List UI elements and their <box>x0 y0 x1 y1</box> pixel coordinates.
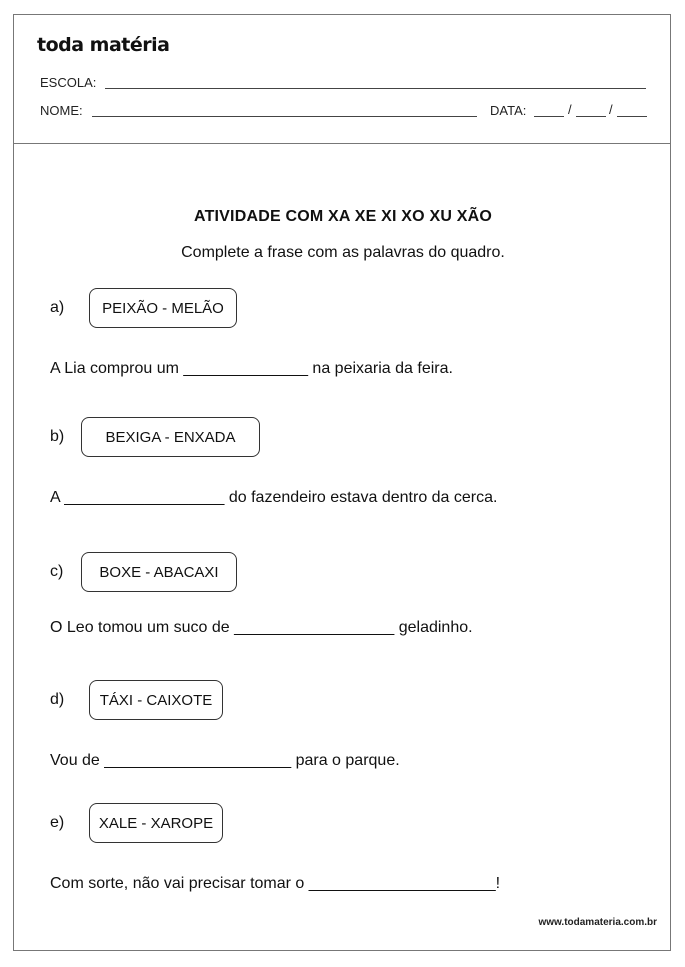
word-box: TÁXI - CAIXOTE <box>89 680 223 720</box>
item-letter: a) <box>50 299 65 316</box>
date-month-line[interactable] <box>576 116 606 117</box>
activity-instruction: Complete a frase com as palavras do quadro. <box>181 244 505 261</box>
word-box: PEIXÃO - MELÃO <box>89 288 237 328</box>
word-box: BEXIGA - ENXADA <box>81 417 260 457</box>
item-letter: d) <box>50 691 65 708</box>
sentence: A Lia comprou um ______________ na peixaria da feira. <box>50 360 453 377</box>
sentence: O Leo tomou um suco de __________________ geladinho. <box>50 619 473 636</box>
toda-materia-logo: toda matéria <box>37 34 170 56</box>
website-url: www.todamateria.com.br <box>538 917 657 928</box>
sentence: Com sorte, não vai precisar tomar o _____________________! <box>50 875 501 892</box>
date-label: DATA: <box>490 103 527 118</box>
date-year-line[interactable] <box>617 116 647 117</box>
word-box: XALE - XAROPE <box>89 803 223 843</box>
sentence: Vou de _____________________ para o parque. <box>50 752 400 769</box>
word-box: BOXE - ABACAXI <box>81 552 237 592</box>
name-label: NOME: <box>40 103 83 118</box>
activity-title: ATIVIDADE COM XA XE XI XO XU XÃO <box>194 208 492 225</box>
name-field-line[interactable] <box>92 116 477 117</box>
school-field-line[interactable] <box>105 88 646 89</box>
date-separator: / <box>568 102 572 117</box>
worksheet-page <box>13 14 671 951</box>
date-day-line[interactable] <box>534 116 564 117</box>
item-letter: c) <box>50 563 64 580</box>
date-separator: / <box>609 102 613 117</box>
item-letter: b) <box>50 428 65 445</box>
header-divider <box>14 143 670 144</box>
school-label: ESCOLA: <box>40 75 97 90</box>
item-letter: e) <box>50 814 65 831</box>
sentence: A __________________ do fazendeiro estava dentro da cerca. <box>50 489 498 506</box>
